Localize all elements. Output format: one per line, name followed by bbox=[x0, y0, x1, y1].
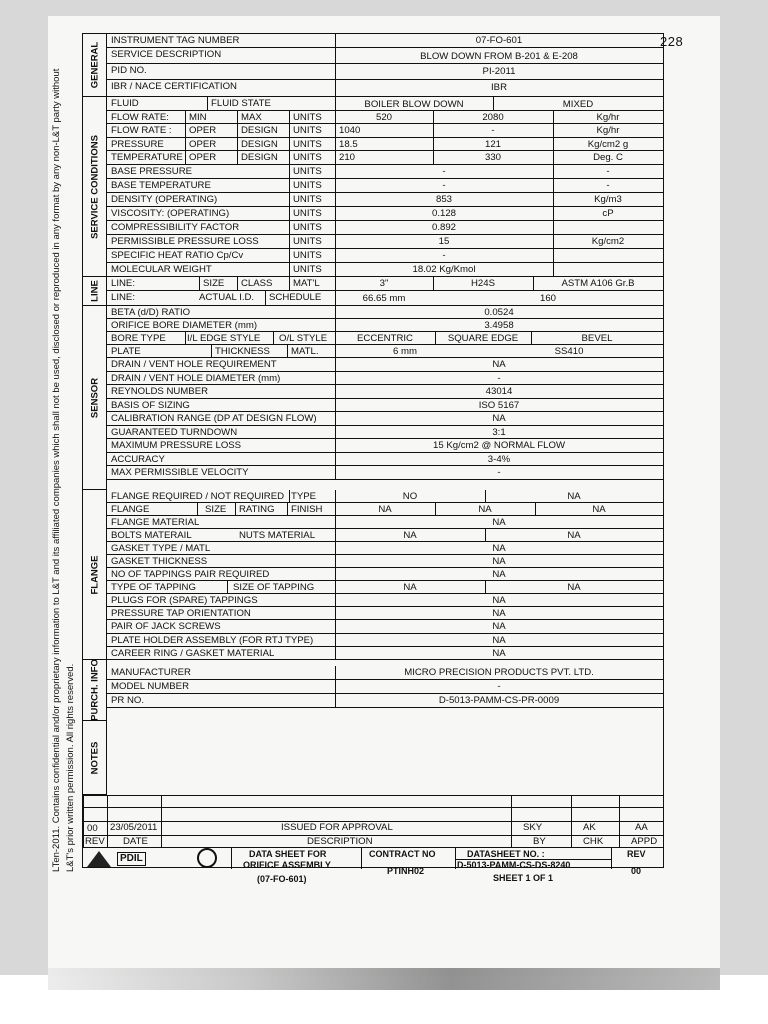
row-value: D-5013-PAMM-CS-PR-0009 bbox=[438, 695, 560, 706]
row-service bbox=[107, 48, 663, 64]
label-units: UNITS bbox=[293, 125, 322, 136]
row-label: PR NO. bbox=[111, 695, 145, 706]
row-label: MODEL NUMBER bbox=[111, 681, 190, 692]
row-line-size bbox=[107, 277, 663, 291]
section-notes: NOTES bbox=[83, 721, 107, 795]
row-value: - bbox=[442, 166, 446, 177]
header-chk: CHK bbox=[583, 836, 604, 847]
service-row bbox=[107, 249, 663, 263]
row-unit bbox=[553, 249, 663, 262]
label-pressure: PRESSURE bbox=[111, 139, 164, 150]
sensor-row bbox=[107, 426, 663, 440]
header-appd: APPD bbox=[631, 836, 658, 847]
row-unit: - bbox=[606, 166, 610, 177]
label-units: UNITS bbox=[293, 152, 322, 163]
rev-appd: AA bbox=[635, 822, 648, 833]
label-max: MAX bbox=[241, 112, 262, 123]
label-ibr: IBR / NACE CERTIFICATION bbox=[111, 81, 237, 92]
purchase-row bbox=[107, 694, 663, 708]
label-ol-style: O/L STYLE bbox=[279, 333, 328, 344]
row-unit: - bbox=[606, 180, 610, 191]
label-oper: OPER bbox=[189, 152, 217, 163]
section-line: LINE bbox=[83, 277, 107, 306]
value-il-edge: ECCENTRIC bbox=[357, 333, 413, 344]
row-label: DENSITY (OPERATING) bbox=[111, 194, 218, 205]
value-fluid-state: MIXED bbox=[562, 99, 594, 110]
label-finish: FINISH bbox=[291, 504, 323, 515]
title-rev-number: 00 bbox=[631, 866, 642, 876]
flange-row bbox=[107, 607, 663, 620]
value-pressure-unit: Kg/cm2 g bbox=[587, 139, 629, 150]
row-label: VISCOSITY: (OPERATING) bbox=[111, 208, 230, 219]
value-gasket-thickness: NA bbox=[492, 556, 506, 567]
label-oper: OPER bbox=[189, 125, 217, 136]
label-design: DESIGN bbox=[241, 139, 278, 150]
label-rating: RATING bbox=[239, 504, 275, 515]
value-temperature-unit: Deg. C bbox=[593, 152, 623, 163]
value-plate-material: SS410 bbox=[554, 346, 584, 357]
label-gasket-type: GASKET TYPE / MATL bbox=[111, 543, 211, 554]
label-bolts-material: BOLTS MATERAIL bbox=[111, 530, 192, 541]
value-service: BLOW DOWN FROM B-201 & E-208 bbox=[420, 51, 578, 62]
value-pid: PI-2011 bbox=[482, 66, 516, 77]
value-flange-finish: NA bbox=[592, 504, 606, 515]
row-ibr bbox=[107, 80, 663, 97]
row-value: NA bbox=[492, 634, 506, 646]
label-il-edge-style: I/L EDGE STYLE bbox=[187, 333, 261, 344]
value-gasket-type: NA bbox=[492, 543, 506, 554]
value-flow-max: 2080 bbox=[482, 112, 504, 123]
row-flange-material bbox=[107, 516, 663, 529]
value-bolts-material: NA bbox=[403, 530, 417, 541]
value-flange-required: NO bbox=[402, 491, 418, 502]
sensor-row bbox=[107, 399, 663, 413]
label-units: UNITS bbox=[293, 250, 322, 261]
row-value: NA bbox=[492, 621, 506, 633]
row-unit bbox=[553, 263, 663, 276]
sensor-row bbox=[107, 372, 663, 386]
row-value: 3:1 bbox=[492, 426, 506, 438]
row-gasket-type bbox=[107, 542, 663, 555]
row-tag bbox=[107, 34, 663, 48]
purchase-row bbox=[107, 666, 663, 680]
row-beta bbox=[107, 306, 663, 319]
sensor-row bbox=[107, 385, 663, 399]
value-ol-style: SQUARE EDGE bbox=[447, 333, 519, 344]
service-row bbox=[107, 263, 663, 277]
value-pressure-oper: 18.5 bbox=[339, 139, 358, 150]
header-description: DESCRIPTION bbox=[307, 836, 373, 847]
rev-description: ISSUED FOR APPROVAL bbox=[281, 822, 393, 833]
row-flange-required bbox=[107, 490, 663, 503]
row-gasket-thickness bbox=[107, 555, 663, 568]
row-label: MOLECULAR WEIGHT bbox=[111, 264, 212, 275]
service-row bbox=[107, 193, 663, 207]
row-value: 0.128 bbox=[431, 208, 456, 219]
row-bore-type bbox=[107, 332, 663, 345]
header-date: DATE bbox=[123, 836, 148, 847]
sensor-row bbox=[107, 358, 663, 372]
value-temperature-oper: 210 bbox=[339, 152, 356, 163]
contract-number: PTINH02 bbox=[387, 866, 425, 876]
label-flow-rate: FLOW RATE: bbox=[111, 112, 169, 123]
value-orifice-bore: 3.4958 bbox=[484, 320, 514, 331]
row-label: PERMISSIBLE PRESSURE LOSS bbox=[111, 236, 259, 247]
row-value: NA bbox=[492, 413, 506, 424]
row-label: PAIR OF JACK SCREWS bbox=[111, 621, 221, 633]
sheet-count: SHEET 1 OF 1 bbox=[493, 873, 554, 883]
value-flange-type: NA bbox=[567, 491, 581, 502]
label-units: UNITS bbox=[293, 236, 322, 247]
row-value: 853 bbox=[435, 194, 452, 205]
value-tag: 07-FO-601 bbox=[475, 35, 523, 46]
flange-row bbox=[107, 594, 663, 607]
row-value: 0.892 bbox=[431, 222, 456, 233]
rev-number: 00 bbox=[87, 823, 98, 834]
label-fluid-state: FLUID STATE bbox=[211, 98, 271, 109]
row-value: - bbox=[442, 180, 446, 191]
value-line-material: ASTM A106 Gr.B bbox=[561, 278, 635, 289]
row-flow-min-max bbox=[107, 111, 663, 124]
label-temperature: TEMPERATURE bbox=[111, 152, 183, 163]
row-label: GUARANTEED TURNDOWN bbox=[111, 426, 238, 438]
row-label: PLUGS FOR (SPARE) TAPPINGS bbox=[111, 595, 258, 606]
label-tapping-size: SIZE OF TAPPING bbox=[233, 582, 315, 593]
page-number: 228 bbox=[660, 34, 684, 49]
label-design: DESIGN bbox=[241, 152, 278, 163]
label-fluid: FLUID bbox=[111, 98, 139, 109]
row-value: 15 bbox=[438, 236, 450, 247]
label-actual-id: ACTUAL I.D. bbox=[199, 292, 255, 303]
row-temperature bbox=[107, 151, 663, 165]
row-label: DRAIN / VENT HOLE DIAMETER (mm) bbox=[111, 372, 281, 384]
row-tappings-pair bbox=[107, 568, 663, 581]
scan-shadow bbox=[48, 968, 720, 990]
flange-row bbox=[107, 634, 663, 647]
label-type: TYPE bbox=[291, 491, 317, 502]
row-label: MANUFACTURER bbox=[111, 667, 191, 678]
value-schedule: 160 bbox=[539, 293, 556, 304]
row-value: - bbox=[497, 467, 501, 478]
label-flange-material: FLANGE MATERIAL bbox=[111, 517, 200, 528]
row-label: ACCURACY bbox=[111, 453, 165, 465]
section-general: GENERAL bbox=[83, 34, 107, 97]
value-bevel: BEVEL bbox=[581, 333, 613, 344]
label-pid: PID NO. bbox=[111, 65, 147, 76]
row-label: BASIS OF SIZING bbox=[111, 399, 190, 411]
label-min: MIN bbox=[189, 112, 207, 123]
value-flow-oper-unit: Kg/hr bbox=[596, 125, 620, 136]
label-flange-required: FLANGE REQUIRED / NOT REQUIRED bbox=[111, 491, 285, 502]
row-value: NA bbox=[492, 647, 506, 659]
section-sensor: SENSOR bbox=[83, 306, 107, 490]
section-service-conditions: SERVICE CONDITIONS bbox=[83, 97, 107, 277]
datasheet-number: D-5013-PAMM-CS-DS-8240 bbox=[457, 860, 571, 870]
value-flow-design: - bbox=[491, 125, 495, 136]
label-matl: MATL. bbox=[291, 346, 319, 357]
row-value: - bbox=[442, 250, 446, 261]
row-label: COMPRESSIBILITY FACTOR bbox=[111, 222, 240, 233]
label-line: LINE: bbox=[111, 278, 135, 289]
value-flow-unit: Kg/hr bbox=[596, 112, 620, 123]
label-flow-rate-oper: FLOW RATE : bbox=[111, 125, 172, 136]
sensor-row bbox=[107, 453, 663, 467]
row-label: CALIBRATION RANGE (DP AT DESIGN FLOW) bbox=[111, 413, 317, 424]
row-value: 15 Kg/cm2 @ NORMAL FLOW bbox=[433, 440, 565, 451]
section-flange: FLANGE bbox=[83, 490, 107, 660]
row-label: SPECIFIC HEAT RATIO Cp/Cv bbox=[111, 250, 244, 261]
value-fluid: BOILER BLOW DOWN bbox=[364, 99, 464, 110]
label-nuts-material: NUTS MATERIAL bbox=[239, 530, 316, 541]
title-line-3: (07-FO-601) bbox=[257, 874, 307, 884]
row-unit: Kg/cm2 bbox=[591, 236, 625, 247]
label-service: SERVICE DESCRIPTION bbox=[111, 49, 222, 60]
row-unit: cP bbox=[602, 208, 614, 219]
row-value: 3-4% bbox=[487, 453, 511, 465]
header-by: BY bbox=[533, 836, 546, 847]
label-units: UNITS bbox=[293, 208, 322, 219]
flange-row bbox=[107, 620, 663, 633]
label-units: UNITS bbox=[293, 112, 322, 123]
label-orifice-bore: ORIFICE BORE DIAMETER (mm) bbox=[111, 320, 258, 331]
label-size: SIZE bbox=[205, 504, 227, 515]
value-flange-material: NA bbox=[492, 517, 506, 528]
label-design: DESIGN bbox=[241, 125, 278, 136]
label-units: UNITS bbox=[293, 264, 322, 275]
row-flow-oper bbox=[107, 124, 663, 138]
row-label: REYNOLDS NUMBER bbox=[111, 386, 209, 397]
flange-row bbox=[107, 647, 663, 660]
service-row bbox=[107, 235, 663, 249]
row-orifice-bore bbox=[107, 319, 663, 332]
value-flow-min: 520 bbox=[375, 112, 392, 123]
value-flow-oper: 1040 bbox=[339, 125, 361, 136]
row-pid bbox=[107, 64, 663, 80]
title-line-1: DATA SHEET FOR bbox=[249, 849, 327, 859]
row-flange bbox=[107, 503, 663, 516]
lt-logo-icon bbox=[197, 848, 217, 868]
value-ibr: IBR bbox=[491, 82, 507, 93]
row-pressure bbox=[107, 138, 663, 151]
row-value: 43014 bbox=[485, 386, 513, 397]
row-value: NA bbox=[492, 595, 506, 606]
label-tag: INSTRUMENT TAG NUMBER bbox=[111, 35, 240, 46]
label-beta: BETA (d/D) RATIO bbox=[111, 307, 191, 318]
label-schedule: SCHEDULE bbox=[269, 292, 322, 303]
row-unit: Kg/m3 bbox=[594, 194, 622, 205]
row-label: CAREER RING / GASKET MATERIAL bbox=[111, 647, 275, 659]
title-line-2: ORIFICE ASSEMBLY bbox=[243, 860, 331, 870]
service-row bbox=[107, 179, 663, 193]
sensor-row bbox=[107, 439, 663, 453]
label-matl: MAT'L bbox=[293, 278, 320, 289]
label-tapping-type: TYPE OF TAPPING bbox=[111, 582, 196, 593]
row-value: NA bbox=[492, 608, 506, 620]
value-actual-id: 66.65 mm bbox=[362, 293, 406, 304]
row-tapping-type bbox=[107, 581, 663, 594]
datasheet-label: DATASHEET NO. : bbox=[467, 849, 545, 859]
section-purchase-info: PURCH. INFO bbox=[83, 660, 107, 721]
value-plate-thickness: 6 mm bbox=[393, 346, 417, 357]
label-units: UNITS bbox=[293, 194, 322, 205]
service-row bbox=[107, 207, 663, 221]
row-label: DRAIN / VENT HOLE REQUIREMENT bbox=[111, 359, 277, 370]
contract-label: CONTRACT NO bbox=[369, 849, 436, 859]
row-value: MICRO PRECISION PRODUCTS PVT. LTD. bbox=[404, 667, 594, 678]
rev-by: SKY bbox=[523, 822, 543, 833]
value-flange-rating: NA bbox=[478, 504, 492, 515]
row-bolts bbox=[107, 529, 663, 542]
row-label: MAXIMUM PRESSURE LOSS bbox=[111, 440, 242, 451]
confidentiality-note: LTen-2011. Contains confidential and/or proprietary information to L&T and its affiliated companies which shall not be used, disclosed or reproduced in any format by any non-L&T party without L&T's prior written permission. All rights reserved. bbox=[51, 68, 76, 872]
row-label: BASE PRESSURE bbox=[111, 166, 193, 177]
sensor-row bbox=[107, 412, 663, 426]
sensor-row bbox=[107, 466, 663, 480]
row-label: BASE TEMPERATURE bbox=[111, 180, 211, 191]
row-fluid bbox=[107, 97, 663, 111]
value-nuts-material: NA bbox=[567, 530, 581, 541]
label-units: UNITS bbox=[293, 166, 322, 177]
label-units: UNITS bbox=[293, 139, 322, 150]
row-value: NA bbox=[492, 359, 506, 370]
label-tappings-pair: NO OF TAPPINGS PAIR REQUIRED bbox=[111, 569, 270, 580]
row-value: - bbox=[497, 372, 501, 384]
label-line: LINE: bbox=[111, 292, 135, 303]
rev-date: 23/05/2011 bbox=[110, 822, 158, 833]
purchase-row bbox=[107, 680, 663, 694]
service-row bbox=[107, 221, 663, 235]
label-size: SIZE bbox=[203, 278, 225, 289]
label-flange: FLANGE bbox=[111, 504, 150, 515]
label-units: UNITS bbox=[293, 222, 322, 233]
rev-chk: AK bbox=[583, 822, 596, 833]
title-rev-label: REV bbox=[627, 849, 646, 859]
value-tappings-pair: NA bbox=[492, 569, 506, 580]
value-flange-size: NA bbox=[378, 504, 392, 515]
value-temperature-design: 330 bbox=[484, 152, 501, 163]
row-value: - bbox=[497, 681, 501, 692]
value-tapping-size: NA bbox=[567, 582, 581, 593]
datasheet-table bbox=[82, 33, 664, 884]
label-class: CLASS bbox=[241, 278, 273, 289]
label-oper: OPER bbox=[189, 139, 217, 150]
value-tapping-type: NA bbox=[403, 582, 417, 593]
value-pressure-design: 121 bbox=[484, 139, 501, 150]
pdil-logo: PDIL bbox=[85, 849, 171, 869]
row-label: PRESSURE TAP ORIENTATION bbox=[111, 608, 251, 620]
row-value: 18.02 Kg/Kmol bbox=[412, 264, 476, 275]
value-line-class: H24S bbox=[471, 278, 495, 289]
label-thickness: THICKNESS bbox=[215, 346, 270, 357]
label-plate: PLATE bbox=[111, 346, 141, 357]
label-gasket-thickness: GASKET THICKNESS bbox=[111, 556, 208, 567]
label-units: UNITS bbox=[293, 180, 322, 191]
row-unit bbox=[553, 221, 663, 234]
row-label: MAX PERMISSIBLE VELOCITY bbox=[111, 467, 249, 478]
label-bore-type: BORE TYPE bbox=[111, 333, 166, 344]
row-value: ISO 5167 bbox=[478, 399, 520, 411]
row-line-id bbox=[107, 291, 663, 306]
row-label: PLATE HOLDER ASSEMBLY (FOR RTJ TYPE) bbox=[111, 634, 314, 646]
value-beta: 0.0524 bbox=[484, 307, 514, 318]
service-row bbox=[107, 165, 663, 179]
value-line-size: 3" bbox=[379, 278, 389, 289]
header-rev: REV bbox=[85, 836, 105, 847]
row-plate bbox=[107, 345, 663, 358]
